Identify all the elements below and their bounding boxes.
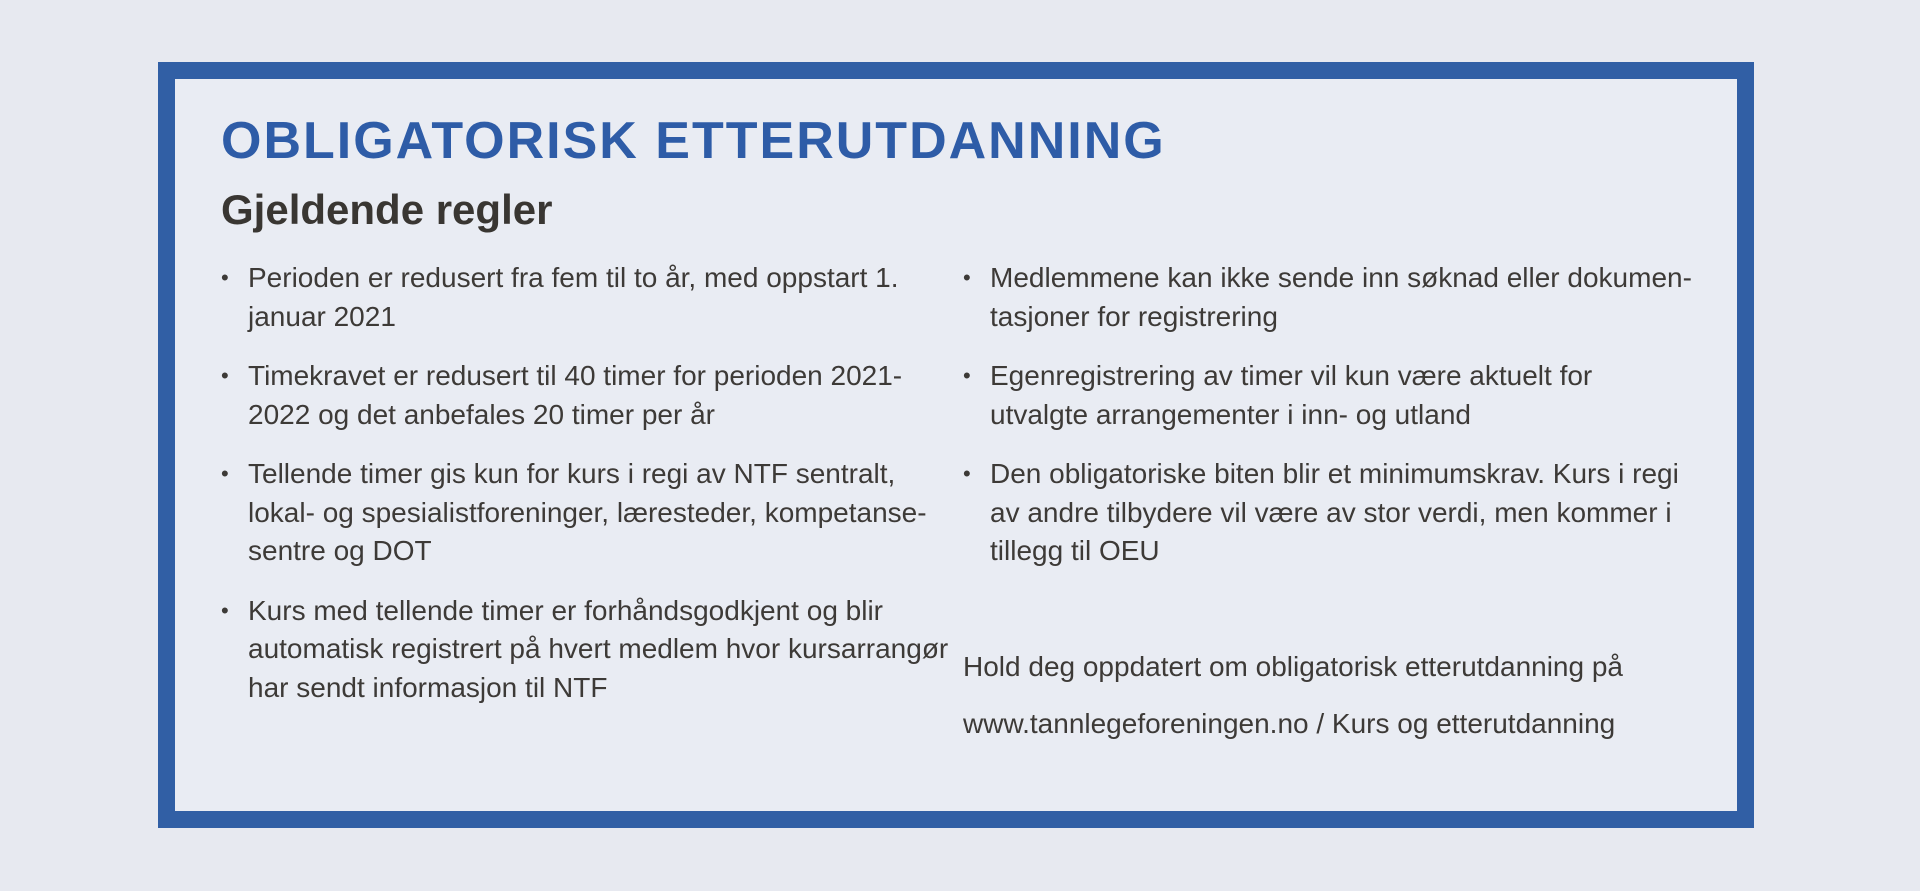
footer-note: [963, 648, 1707, 744]
website-url: www.tannlegeforeningen.no / Kurs og etterutdanning: [963, 708, 1616, 739]
bullet-item: [963, 259, 1707, 336]
bullet-item: [221, 259, 963, 336]
footer-text: Hold deg oppdatert om obligatorisk etterutdanning på: [963, 650, 1623, 682]
bullet-item: [963, 455, 1707, 571]
bullet-dot-icon: •: [963, 363, 971, 388]
bullet-column-left: [221, 259, 963, 728]
card-content: [175, 79, 1737, 763]
bullet-item: [963, 357, 1707, 434]
bullet-column-right: [963, 259, 1707, 763]
bullet-list-right: [963, 259, 1707, 571]
info-card-frame: [158, 62, 1754, 828]
bullet-item: [221, 357, 963, 434]
bullet-dot-icon: •: [221, 265, 229, 290]
bullet-dot-icon: •: [221, 461, 229, 486]
page-title: OBLIGATORISK ETTERUTDANNING: [221, 112, 1166, 170]
bullet-text: Den obligatoriske biten blir et minimumskrav. Kurs i regi av andre tilbydere vil være av stor verdi, men kommer i tillegg til OEU: [990, 458, 1679, 566]
bullet-text: Timekravet er redusert til 40 timer for perioden 2021- 2022 og det anbefales 20 timer per år: [248, 360, 903, 430]
bullet-item: [221, 592, 963, 708]
bullet-dot-icon: •: [963, 461, 971, 486]
bullet-text: Tellende timer gis kun for kurs i regi av NTF sentralt, lokal- og spesialistforeninger, læresteder, kompetanse- sentre og DOT: [248, 458, 927, 566]
bullet-text: Medlemmene kan ikke sende inn søknad eller dokumen- tasjoner for registrering: [990, 262, 1692, 332]
bullet-text: Perioden er redusert fra fem til to år, med oppstart 1. januar 2021: [248, 262, 899, 332]
bullet-text: Egenregistrering av timer vil kun være aktuelt for utvalgte arrangementer i inn- og utland: [990, 360, 1593, 430]
bullet-columns: [221, 259, 1707, 763]
bullet-dot-icon: •: [221, 363, 229, 388]
bullet-text: Kurs med tellende timer er forhåndsgodkjent og blir automatisk registrert på hvert medlem hvor kursarrangør har sendt informasjon til NTF: [248, 594, 949, 703]
bullet-dot-icon: •: [963, 265, 971, 290]
bullet-item: [221, 455, 963, 571]
page-subtitle: Gjeldende regler: [221, 186, 553, 233]
bullet-dot-icon: •: [221, 597, 229, 623]
